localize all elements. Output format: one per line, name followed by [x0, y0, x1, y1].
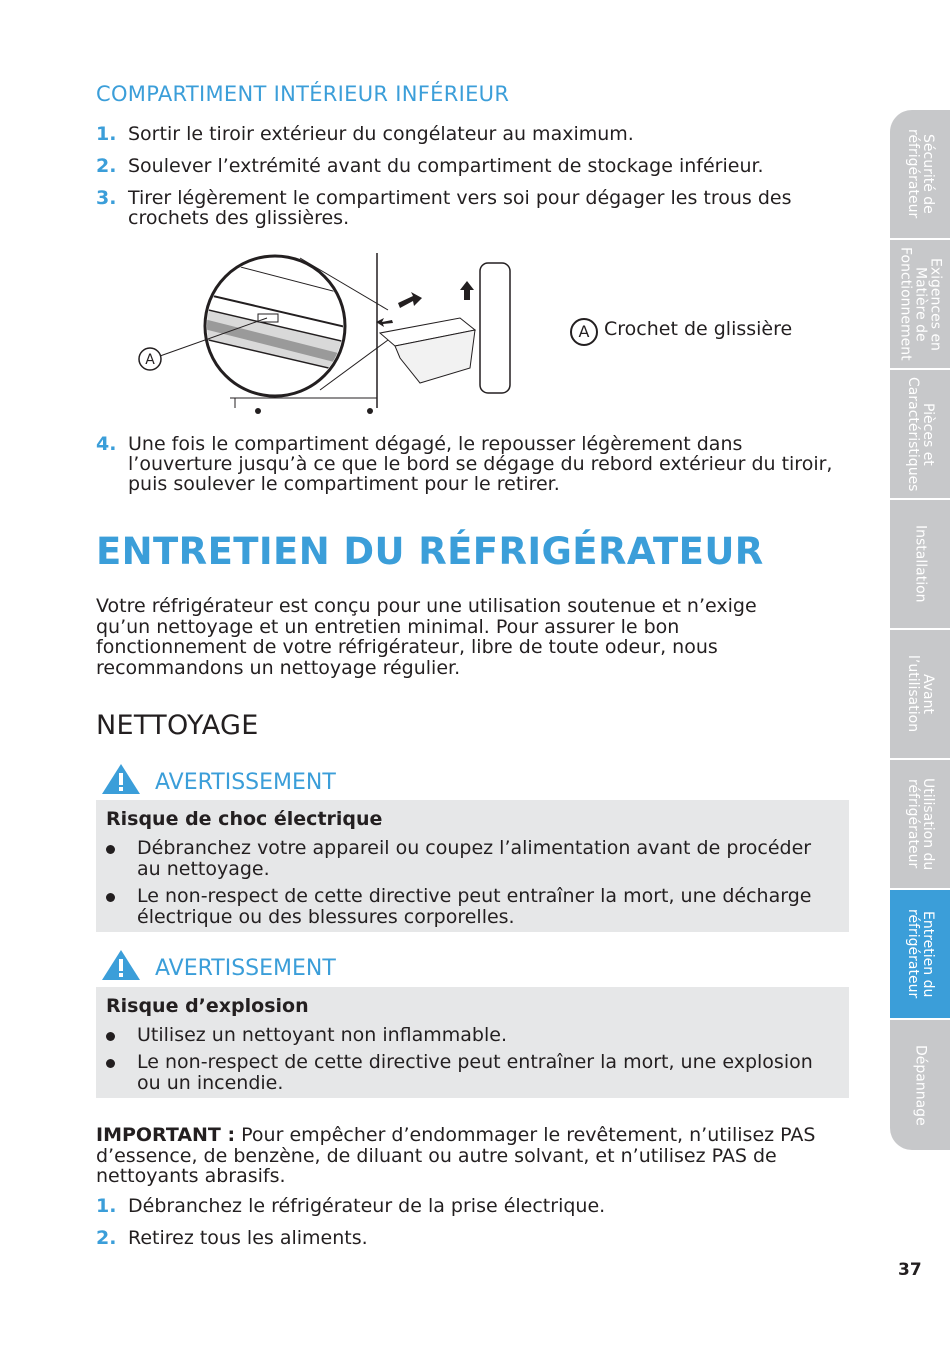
tab-label: Avant l’utilisation [905, 655, 936, 733]
important-note [96, 1125, 856, 1187]
tab-avant-utilisation[interactable] [890, 630, 950, 760]
warning-box [96, 800, 849, 932]
bullet-dot [106, 845, 115, 854]
tab-utilisation[interactable] [890, 760, 950, 890]
step-item [96, 1196, 836, 1216]
drawer-slide-diagram [130, 248, 520, 418]
warning-bullet [106, 838, 826, 879]
page-title: ENTRETIEN DU RÉFRIGÉRATEUR [96, 530, 764, 573]
tab-label: Exigences en Matière de Fonctionnement [897, 247, 944, 361]
warning-triangle-icon [100, 948, 142, 982]
tab-label: Entretien du réfrigérateur [905, 909, 936, 999]
step-item [96, 124, 836, 144]
subsection-title: NETTOYAGE [96, 710, 259, 741]
step-item [96, 156, 836, 176]
bullet-text: Utilisez un nettoyant non inflammable. [137, 1024, 507, 1046]
page-number: 37 [898, 1260, 922, 1280]
tab-label: Dépannage [912, 1044, 929, 1126]
step-item [96, 188, 836, 228]
step-text: Retirez tous les aliments. [128, 1227, 368, 1249]
step-text: Tirer légèrement le compartiment vers soi pour dégager les trous des crochets des glissières. [128, 187, 792, 229]
bullet-text: Le non-respect de cette directive peut entraîner la mort, une explosion ou un incendie. [137, 1051, 813, 1094]
bullet-dot [106, 1059, 115, 1068]
step-item [96, 1228, 836, 1248]
bullet-text: Le non-respect de cette directive peut entraîner la mort, une décharge électrique ou des blessures corporelles. [137, 885, 812, 928]
figure-legend [570, 318, 792, 346]
tab-label: Pièces et Caractéristiques [905, 376, 936, 492]
tab-installation[interactable] [890, 500, 950, 630]
drawer-illustration [130, 248, 520, 418]
tab-exigences[interactable] [890, 240, 950, 370]
arrow-up-icon [460, 281, 474, 300]
tab-label: Installation [912, 525, 929, 603]
step-text: Débranchez le réfrigérateur de la prise électrique. [128, 1195, 606, 1217]
step-number: 2. [96, 1227, 117, 1249]
warning-label: AVERTISSEMENT [155, 770, 336, 795]
tab-label: Sécurité de réfrigérateur [905, 129, 936, 219]
arrow-left-icon [376, 318, 393, 327]
warning-bullet [106, 886, 826, 927]
warning-label: AVERTISSEMENT [155, 956, 336, 981]
step-item [96, 434, 836, 494]
step-number: 4. [96, 433, 117, 455]
section-title: COMPARTIMENT INTÉRIEUR INFÉRIEUR [96, 82, 510, 106]
step-text: Soulever l’extrémité avant du compartiment de stockage inférieur. [128, 155, 764, 177]
tab-entretien[interactable] [890, 890, 950, 1020]
bullet-dot [106, 1032, 115, 1041]
bullet-dot [106, 893, 115, 902]
tab-label: Utilisation du réfrigérateur [905, 777, 936, 871]
step-number: 2. [96, 155, 117, 177]
tab-pieces[interactable] [890, 370, 950, 500]
tab-securite[interactable] [890, 110, 950, 240]
warning-bullet [106, 1025, 826, 1046]
chapter-sidebar [890, 110, 950, 1150]
tab-depannage[interactable] [890, 1020, 950, 1150]
step-text: Une fois le compartiment dégagé, le repousser légèrement dans l’ouverture jusqu’à ce que le bord se dégage du rebord extérieur du tiroir, puis soulever le compartiment pour le retirer. [128, 433, 833, 495]
step-number: 1. [96, 123, 117, 145]
bullet-text: Débranchez votre appareil ou coupez l’alimentation avant de procéder au nettoyage. [137, 837, 812, 880]
step-number: 1. [96, 1195, 117, 1217]
step-text: Sortir le tiroir extérieur du congélateur au maximum. [128, 123, 634, 145]
callout-label: A [145, 352, 155, 368]
step-number: 3. [96, 187, 117, 209]
arrow-icon [398, 292, 422, 308]
legend-badge: A [570, 318, 598, 346]
warning-triangle-icon [100, 762, 142, 796]
warning-risk: Risque d’explosion [106, 995, 309, 1017]
legend-text: Crochet de glissière [604, 318, 793, 340]
warning-risk: Risque de choc électrique [106, 808, 383, 830]
important-text: Pour empêcher d’endommager le revêtement, n’utilisez PAS d’essence, de benzène, de diluant ou autre solvant, et n’utilisez PAS de nettoyants abrasifs. [96, 1124, 816, 1187]
warning-bullet [106, 1052, 826, 1093]
important-label: IMPORTANT : [96, 1124, 236, 1146]
intro-paragraph: Votre réfrigérateur est conçu pour une utilisation soutenue et n’exige qu’un nettoyage et un entretien minimal. Pour assurer le bon fonctionnement de votre réfrigérateur, libre de toute odeur, nous recommandons un nettoyage régulier. [96, 595, 757, 679]
warning-box [96, 987, 849, 1098]
